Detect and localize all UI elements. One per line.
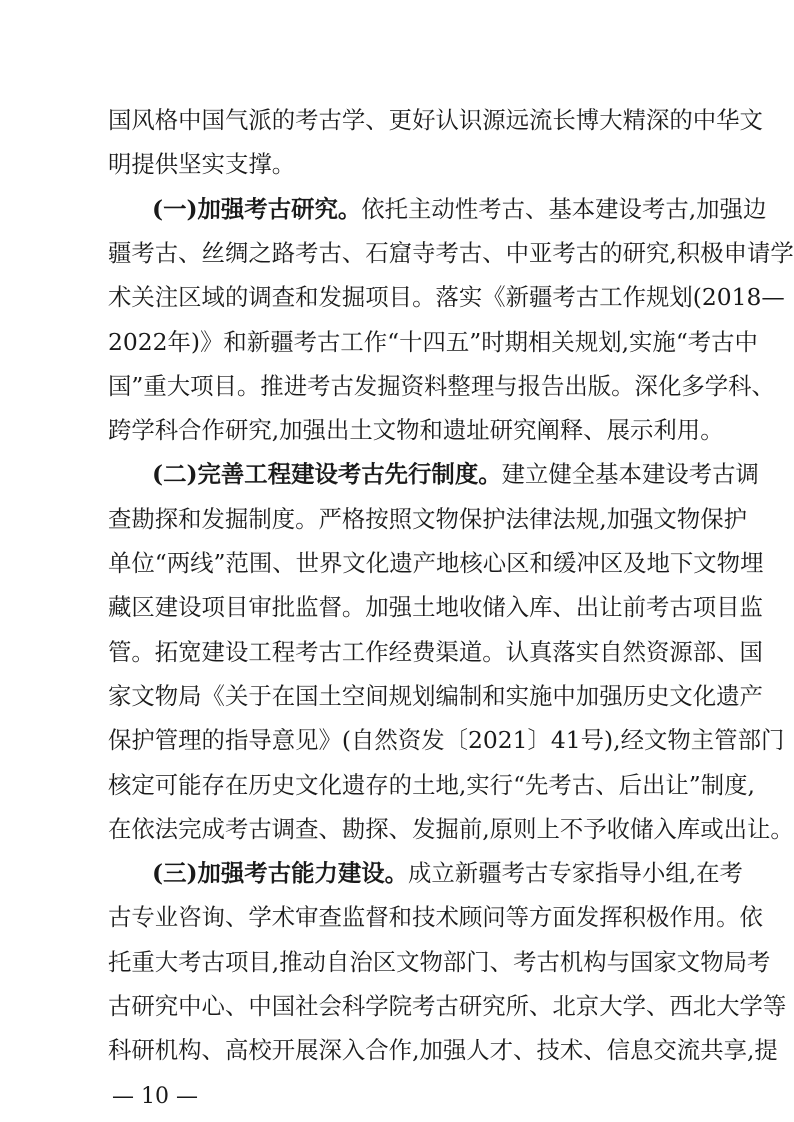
body-text: 依托主动性考古、基本建设考古,加强边 xyxy=(361,195,767,223)
body-text-line: 托重大考古项目,推动自治区文物部门、考古机构与国家文物局考 xyxy=(108,948,771,976)
body-text-line: 管。拓宽建设工程考古工作经费渠道。认真落实自然资源部、国 xyxy=(108,638,763,666)
body-text-line: 家文物局《关于在国土空间规划编制和实施中加强历史文化遗产 xyxy=(108,682,763,710)
body-text-line: 术关注区域的调查和发掘项目。落实《新疆考古工作规划(2018— xyxy=(108,283,785,311)
body-text: 建立健全基本建设考古调 xyxy=(501,460,759,488)
body-text-line: 单位“两线”范围、世界文化遗产地核心区和缓冲区及地下文物埋 xyxy=(108,549,764,577)
body-text-line: 疆考古、丝绸之路考古、石窟寺考古、中亚考古的研究,积极申请学 xyxy=(108,239,794,267)
body-text-line: 核定可能存在历史文化遗存的土地,实行“先考古、后出让”制度, xyxy=(108,771,755,799)
section-heading: (三)加强考古能力建设。 xyxy=(152,859,409,887)
section-heading: (一)加强考古研究。 xyxy=(152,195,362,223)
page-number: — 10 — xyxy=(112,1084,198,1109)
paragraph-first-line xyxy=(108,193,767,225)
body-text-line: 在依法完成考古调查、勘探、发掘前,原则上不予收储入库或出让。 xyxy=(108,815,794,843)
body-text-line: 藏区建设项目审批监督。加强土地收储入库、出让前考古项目监 xyxy=(108,593,763,621)
body-text-line: 古专业咨询、学术审查监督和技术顾问等方面发挥积极作用。依 xyxy=(108,903,763,931)
body-text-line: 明提供坚实支撑。 xyxy=(108,150,296,178)
body-text-line: 科研机构、高校开展深入合作,加强人才、技术、信息交流共享,提 xyxy=(108,1036,778,1064)
body-text-line: 保护管理的指导意见》(自然资发〔2021〕41号),经文物主管部门 xyxy=(108,726,785,754)
body-text-line: 查勘探和发掘制度。严格按照文物保护法律法规,加强文物保护 xyxy=(108,505,747,533)
body-text-line: 2022年)》和新疆考古工作“十四五”时期相关规划,实施“考古中 xyxy=(108,328,758,356)
body-text-line: 跨学科合作研究,加强出土文物和遗址研究阐释、展示利用。 xyxy=(108,416,724,444)
paragraph-first-line xyxy=(108,857,743,889)
section-heading: (二)完善工程建设考古先行制度。 xyxy=(152,460,502,488)
body-text-line: 古研究中心、中国社会科学院考古研究所、北京大学、西北大学等 xyxy=(108,992,787,1020)
paragraph-first-line xyxy=(108,458,759,490)
body-text: 成立新疆考古专家指导小组,在考 xyxy=(408,859,743,887)
body-text-line: 国”重大项目。推进考古发掘资料整理与报告出版。深化多学科、 xyxy=(108,372,775,400)
body-text-line: 国风格中国气派的考古学、更好认识源远流长博大精深的中华文 xyxy=(108,106,763,134)
